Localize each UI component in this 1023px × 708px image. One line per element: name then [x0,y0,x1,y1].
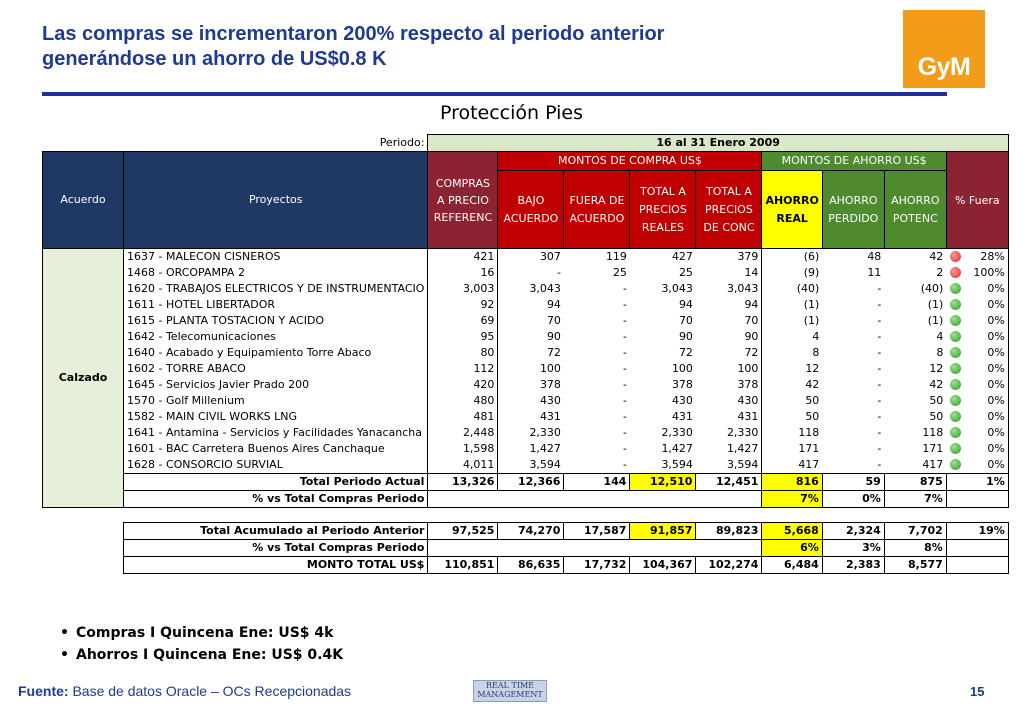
bullet-ahorros: • Ahorros I Quincena Ene: US$ 0.4K [60,647,344,663]
table-subtitle: Protección Pies [439,102,584,124]
cell-pct-fuera [946,313,1008,329]
cell-ref: 16 [428,265,498,281]
cell-ref: 2,448 [428,425,498,441]
cell-pct-fuera [946,377,1008,393]
title-divider [42,92,947,96]
cell-reales: 2,330 [661,426,693,439]
cell-real: 12 [805,362,820,375]
green-status-dot-icon [950,315,961,326]
cell-perdido: - [877,346,882,359]
monto-total-row [43,557,1009,574]
pct-fuera-value: 100% [973,266,1005,279]
cell-potenc: 50 [929,394,944,407]
monto-total-perdido: 2,383 [822,557,884,574]
header-bajo-acuerdo: BAJO ACUERDO [498,171,564,249]
cell-reales: 378 [671,378,693,391]
cell-ref: 95 [428,329,498,345]
project-name: 1570 - Golf Millenium [124,393,428,409]
table-row [43,409,1009,425]
cell-real: (40) [796,282,820,295]
cell-conc: 14 [696,265,762,281]
green-status-dot-icon [950,363,961,374]
cell-bajo: 307 [498,249,564,266]
cell-ref: 4,011 [428,457,498,474]
cell-conc: 100 [696,361,762,377]
cell-fuera: - [564,457,630,474]
cell-bajo: 72 [546,346,561,359]
green-status-dot-icon [950,395,961,406]
table-row [43,265,1009,281]
header-proyectos: Proyectos [124,152,428,249]
project-name: 1611 - HOTEL LIBERTADOR [124,297,428,313]
table-row [43,281,1009,297]
header-acuerdo: Acuerdo [43,152,124,249]
cell-reales: 1,427 [661,442,693,455]
cell-perdido: - [877,442,882,455]
pct-fuera-value: 0% [987,346,1005,359]
header-total-reales: TOTAL A PRECIOS REALES [630,171,696,249]
table-row [43,329,1009,345]
cell-ref: 69 [428,313,498,329]
source-label: Fuente: [18,683,69,699]
total-acumulado-reales: 91,857 [630,523,696,540]
cell-perdido: - [877,378,882,391]
cell-potenc: 42 [929,378,944,391]
pct-acumulado-spacer [43,540,124,557]
total-acumulado-bajo: 74,270 [498,523,564,540]
pct-acumulado-blank [946,540,1008,557]
table-row [43,425,1009,441]
cell-pct-fuera [946,425,1008,441]
pct-acumulado-label: % vs Total Compras Periodo [124,540,428,557]
cell-bajo: 431 [539,410,561,423]
red-status-dot-icon [950,267,961,278]
header-fuera-acuerdo: FUERA DE ACUERDO [564,171,630,249]
cell-ref: 421 [428,249,498,266]
pct-periodo-label: % vs Total Compras Periodo [124,491,428,508]
cell-pct-fuera [946,393,1008,409]
green-status-dot-icon [950,283,961,294]
green-status-dot-icon [950,459,961,470]
cell-reales: 72 [678,346,693,359]
cell-perdido: - [877,394,882,407]
cell-reales: 94 [678,298,693,311]
cell-conc: 72 [696,345,762,361]
project-name: 1615 - PLANTA TOSTACION Y ACIDO [124,313,428,329]
cell-bajo: - [556,266,561,279]
cell-potenc: 42 [884,249,946,266]
project-name: 1582 - MAIN CIVIL WORKS LNG [124,409,428,425]
cell-fuera: - [622,394,627,407]
total-acumulado-pct: 19% [946,523,1008,540]
pct-periodo-empty [428,491,762,508]
project-name: 1637 - MALECON CISNEROS [124,249,428,266]
spacer-row [43,508,1009,523]
monto-total-bajo: 86,635 [498,557,564,574]
cell-bajo: 1,427 [529,442,561,455]
project-name: 1628 - CONSORCIO SURVIAL [124,457,428,474]
cell-pct-fuera [946,361,1008,377]
cell-pct-fuera [946,281,1008,297]
pct-fuera-value: 0% [987,330,1005,343]
table-row [43,345,1009,361]
cell-conc: 378 [696,377,762,393]
pct-acumulado-potenc: 8% [884,540,946,557]
cell-potenc: (40) [920,282,944,295]
cell-pct-fuera [946,441,1008,457]
green-status-dot-icon [950,443,961,454]
cell-perdido: 11 [867,266,882,279]
cell-ref: 92 [428,297,498,313]
cell-pct-fuera [946,345,1008,361]
header-ahorro-potenc: AHORRO POTENC [884,171,946,249]
total-periodo-label: Total Periodo Actual [124,474,428,491]
cell-perdido: - [877,426,882,439]
project-name: 1601 - BAC Carretera Buenos Aires Canchaque [124,441,428,457]
cell-fuera: - [622,362,627,375]
total-acumulado-conc: 89,823 [696,523,762,540]
project-name: 1620 - TRABAJOS ELECTRICOS Y DE INSTRUMENTACIO [124,281,428,297]
table-row [43,249,1009,266]
pct-fuera-value: 0% [987,298,1005,311]
total-acumulado-real: 5,668 [762,523,822,540]
table-row [43,441,1009,457]
cell-ref: 80 [428,345,498,361]
cell-potenc: 12 [929,362,944,375]
pct-acumulado-row [43,540,1009,557]
cell-bajo: 430 [539,394,561,407]
pct-fuera-value: 0% [987,282,1005,295]
cell-real: 171 [798,442,820,455]
cell-real: 118 [798,426,820,439]
bullet-compras: • Compras I Quincena Ene: US$ 4k [60,625,334,641]
cell-bajo: 3,594 [498,457,564,474]
cell-bajo: 378 [539,378,561,391]
project-name: 1642 - Telecomunicaciones [124,329,428,345]
cell-real: 42 [805,378,820,391]
cell-fuera: - [622,426,627,439]
header-ahorro-perdido: AHORRO PERDIDO [822,171,884,249]
cell-ref: 481 [428,409,498,425]
cell-fuera: - [622,282,627,295]
cell-potenc: 50 [929,410,944,423]
cell-real: (9) [803,266,820,279]
cell-pct-fuera [946,249,1008,266]
pct-fuera-value: 0% [987,458,1005,471]
cell-fuera: - [622,378,627,391]
cell-pct-fuera [946,457,1008,474]
page-number: 15 [970,684,985,699]
total-periodo-real: 816 [762,474,822,491]
total-periodo-ref: 13,326 [428,474,498,491]
cell-reales: 431 [671,410,693,423]
slide-title-line2: generándose un ahorro de US$0.8 K [42,48,387,70]
total-periodo-potenc: 875 [884,474,946,491]
cell-bajo: 90 [546,330,561,343]
cell-perdido: - [877,314,882,327]
pct-fuera-value: 0% [987,426,1005,439]
pct-periodo-perdido: 0% [822,491,884,508]
total-periodo-conc: 12,451 [696,474,762,491]
cell-ref: 3,003 [428,281,498,297]
pct-periodo-real: 7% [762,491,822,508]
cell-fuera: 25 [612,266,627,279]
cell-pct-fuera [946,409,1008,425]
cell-ref: 480 [428,393,498,409]
periodo-label: Periodo: [379,135,425,149]
cell-perdido: - [877,298,882,311]
cell-perdido: - [877,410,882,423]
cell-reales: 427 [630,249,696,266]
cell-potenc: 417 [884,457,946,474]
pct-fuera-value: 0% [987,394,1005,407]
real-time-management-logo [473,680,547,702]
pct-fuera-value: 28% [980,250,1005,263]
pct-fuera-value: 0% [987,378,1005,391]
pct-acumulado-perdido: 3% [822,540,884,557]
cell-conc: 379 [696,249,762,266]
pct-acumulado-empty [428,540,762,557]
total-periodo-row [43,474,1009,491]
header-compras-precio: COMPRAS A PRECIO REFERENC [428,152,498,249]
table-row [43,377,1009,393]
cell-pct-fuera [946,329,1008,345]
cell-conc: 430 [696,393,762,409]
cell-ref: 420 [428,377,498,393]
rtm-logo-line1: REAL TIME [485,681,535,690]
cell-reales: 3,043 [661,282,693,295]
monto-total-fuera: 17,732 [564,557,630,574]
cell-reales: 90 [678,330,693,343]
cell-pct-fuera [946,265,1008,281]
red-status-dot-icon [950,251,961,262]
project-name: 1645 - Servicios Javier Prado 200 [124,377,428,393]
cell-conc: 94 [696,297,762,313]
cell-reales: 100 [671,362,693,375]
cell-fuera: - [622,442,627,455]
pct-fuera-value: 0% [987,442,1005,455]
total-periodo-reales: 12,510 [630,474,696,491]
cell-perdido: - [877,362,882,375]
green-status-dot-icon [950,299,961,310]
pct-fuera-value: 0% [987,362,1005,375]
green-status-dot-icon [950,331,961,342]
source-text: Base de datos Oracle – OCs Recepcionadas [72,683,352,699]
monto-total-real: 6,484 [762,557,822,574]
logo-text: GyM [917,53,971,81]
cell-conc: 431 [696,409,762,425]
monto-total-blank [946,557,1008,574]
header-pct-fuera: % Fuera [946,152,1008,249]
cell-conc: 2,330 [696,425,762,441]
summary-bullets [60,622,343,666]
total-periodo-fuera: 144 [564,474,630,491]
project-name: 1641 - Antamina - Servicios y Facilidades Yanacancha [124,425,428,441]
slide-title [42,22,842,72]
bullet-compras-text: Compras I Quincena Ene: US$ 4k [76,625,334,641]
cell-ref: 1,598 [428,441,498,457]
cell-real: (1) [803,298,820,311]
cell-real: 4 [812,330,820,343]
monto-total-potenc: 8,577 [884,557,946,574]
table-row [43,393,1009,409]
cell-fuera: - [622,410,627,423]
table-row [43,457,1009,474]
pct-fuera-value: 0% [987,410,1005,423]
cell-real: 417 [762,457,822,474]
period-row [43,135,1009,152]
spacer-cell [43,508,1009,523]
total-acumulado-fuera: 17,587 [564,523,630,540]
project-name: 1640 - Acabado y Equipamiento Torre Abaco [124,345,428,361]
total-acumulado-potenc: 7,702 [884,523,946,540]
cell-perdido: - [877,282,882,295]
cell-pct-fuera [946,297,1008,313]
monto-total-reales: 104,367 [630,557,696,574]
cell-conc: 70 [696,313,762,329]
green-status-dot-icon [950,427,961,438]
header-montos-ahorro: MONTOS DE AHORRO US$ [762,152,946,171]
monto-total-label: MONTO TOTAL US$ [124,557,428,574]
cell-potenc: (1) [927,314,944,327]
cell-real: 50 [805,410,820,423]
cell-potenc: 8 [936,346,944,359]
cell-bajo: 2,330 [529,426,561,439]
pct-periodo-row [43,491,1009,508]
gym-logo [903,10,985,88]
cell-real: 50 [805,394,820,407]
table-row [43,361,1009,377]
total-acumulado-label: Total Acumulado al Periodo Anterior [124,523,428,540]
savings-table [42,134,1009,574]
monto-total-ref: 110,851 [428,557,498,574]
header-total-conc: TOTAL A PRECIOS DE CONC [696,171,762,249]
total-acumulado-ref: 97,525 [428,523,498,540]
pct-fuera-value: 0% [987,314,1005,327]
cell-perdido: - [877,330,882,343]
cell-potenc: 118 [922,426,944,439]
cell-fuera: - [622,298,627,311]
monto-total-spacer [43,557,124,574]
header-ahorro-real: AHORRO REAL [762,171,822,249]
cell-reales: 430 [671,394,693,407]
cell-potenc: 4 [936,330,944,343]
total-periodo-bajo: 12,366 [498,474,564,491]
slide-title-line1: Las compras se incrementaron 200% respecto al periodo anterior [42,23,665,45]
cell-bajo: 100 [539,362,561,375]
table-row [43,297,1009,313]
cell-bajo: 70 [546,314,561,327]
cell-conc: 90 [696,329,762,345]
project-name: 1468 - ORCOPAMPA 2 [124,265,428,281]
cell-perdido: 48 [822,249,884,266]
cell-potenc: 2 [936,266,944,279]
project-name: 1602 - TORRE ABACO [124,361,428,377]
cell-ref: 112 [428,361,498,377]
cell-real: (6) [762,249,822,266]
rtm-logo-line2: MANAGEMENT [477,690,543,699]
monto-total-conc: 102,274 [696,557,762,574]
pct-periodo-potenc: 7% [884,491,946,508]
total-acumulado-row [43,523,1009,540]
green-status-dot-icon [950,411,961,422]
pct-periodo-blank [946,491,1008,508]
group-calzado: Calzado [43,249,124,508]
periodo-value: 16 al 31 Enero 2009 [428,135,1008,152]
total-periodo-perdido: 59 [822,474,884,491]
header-row-1 [43,152,1009,171]
cell-potenc: 171 [922,442,944,455]
cell-fuera: - [622,346,627,359]
cell-conc: 3,043 [696,281,762,297]
pct-acumulado-real: 6% [762,540,822,557]
cell-reales: 25 [678,266,693,279]
cell-bajo: 94 [546,298,561,311]
cell-fuera: 119 [564,249,630,266]
header-montos-compra: MONTOS DE COMPRA US$ [498,152,762,171]
cell-fuera: - [622,330,627,343]
bullet-ahorros-text: Ahorros I Quincena Ene: US$ 0.4K [76,647,344,663]
cell-conc: 3,594 [696,457,762,474]
cell-real: (1) [803,314,820,327]
source-note [18,683,351,699]
cell-bajo: 3,043 [529,282,561,295]
cell-perdido: - [822,457,884,474]
cell-conc: 1,427 [696,441,762,457]
acumulado-spacer [43,523,124,540]
green-status-dot-icon [950,379,961,390]
cell-potenc: (1) [927,298,944,311]
total-acumulado-perdido: 2,324 [822,523,884,540]
cell-reales: 3,594 [630,457,696,474]
total-periodo-pct: 1% [946,474,1008,491]
table-row [43,313,1009,329]
cell-fuera: - [622,314,627,327]
green-status-dot-icon [950,347,961,358]
cell-reales: 70 [678,314,693,327]
cell-real: 8 [812,346,820,359]
